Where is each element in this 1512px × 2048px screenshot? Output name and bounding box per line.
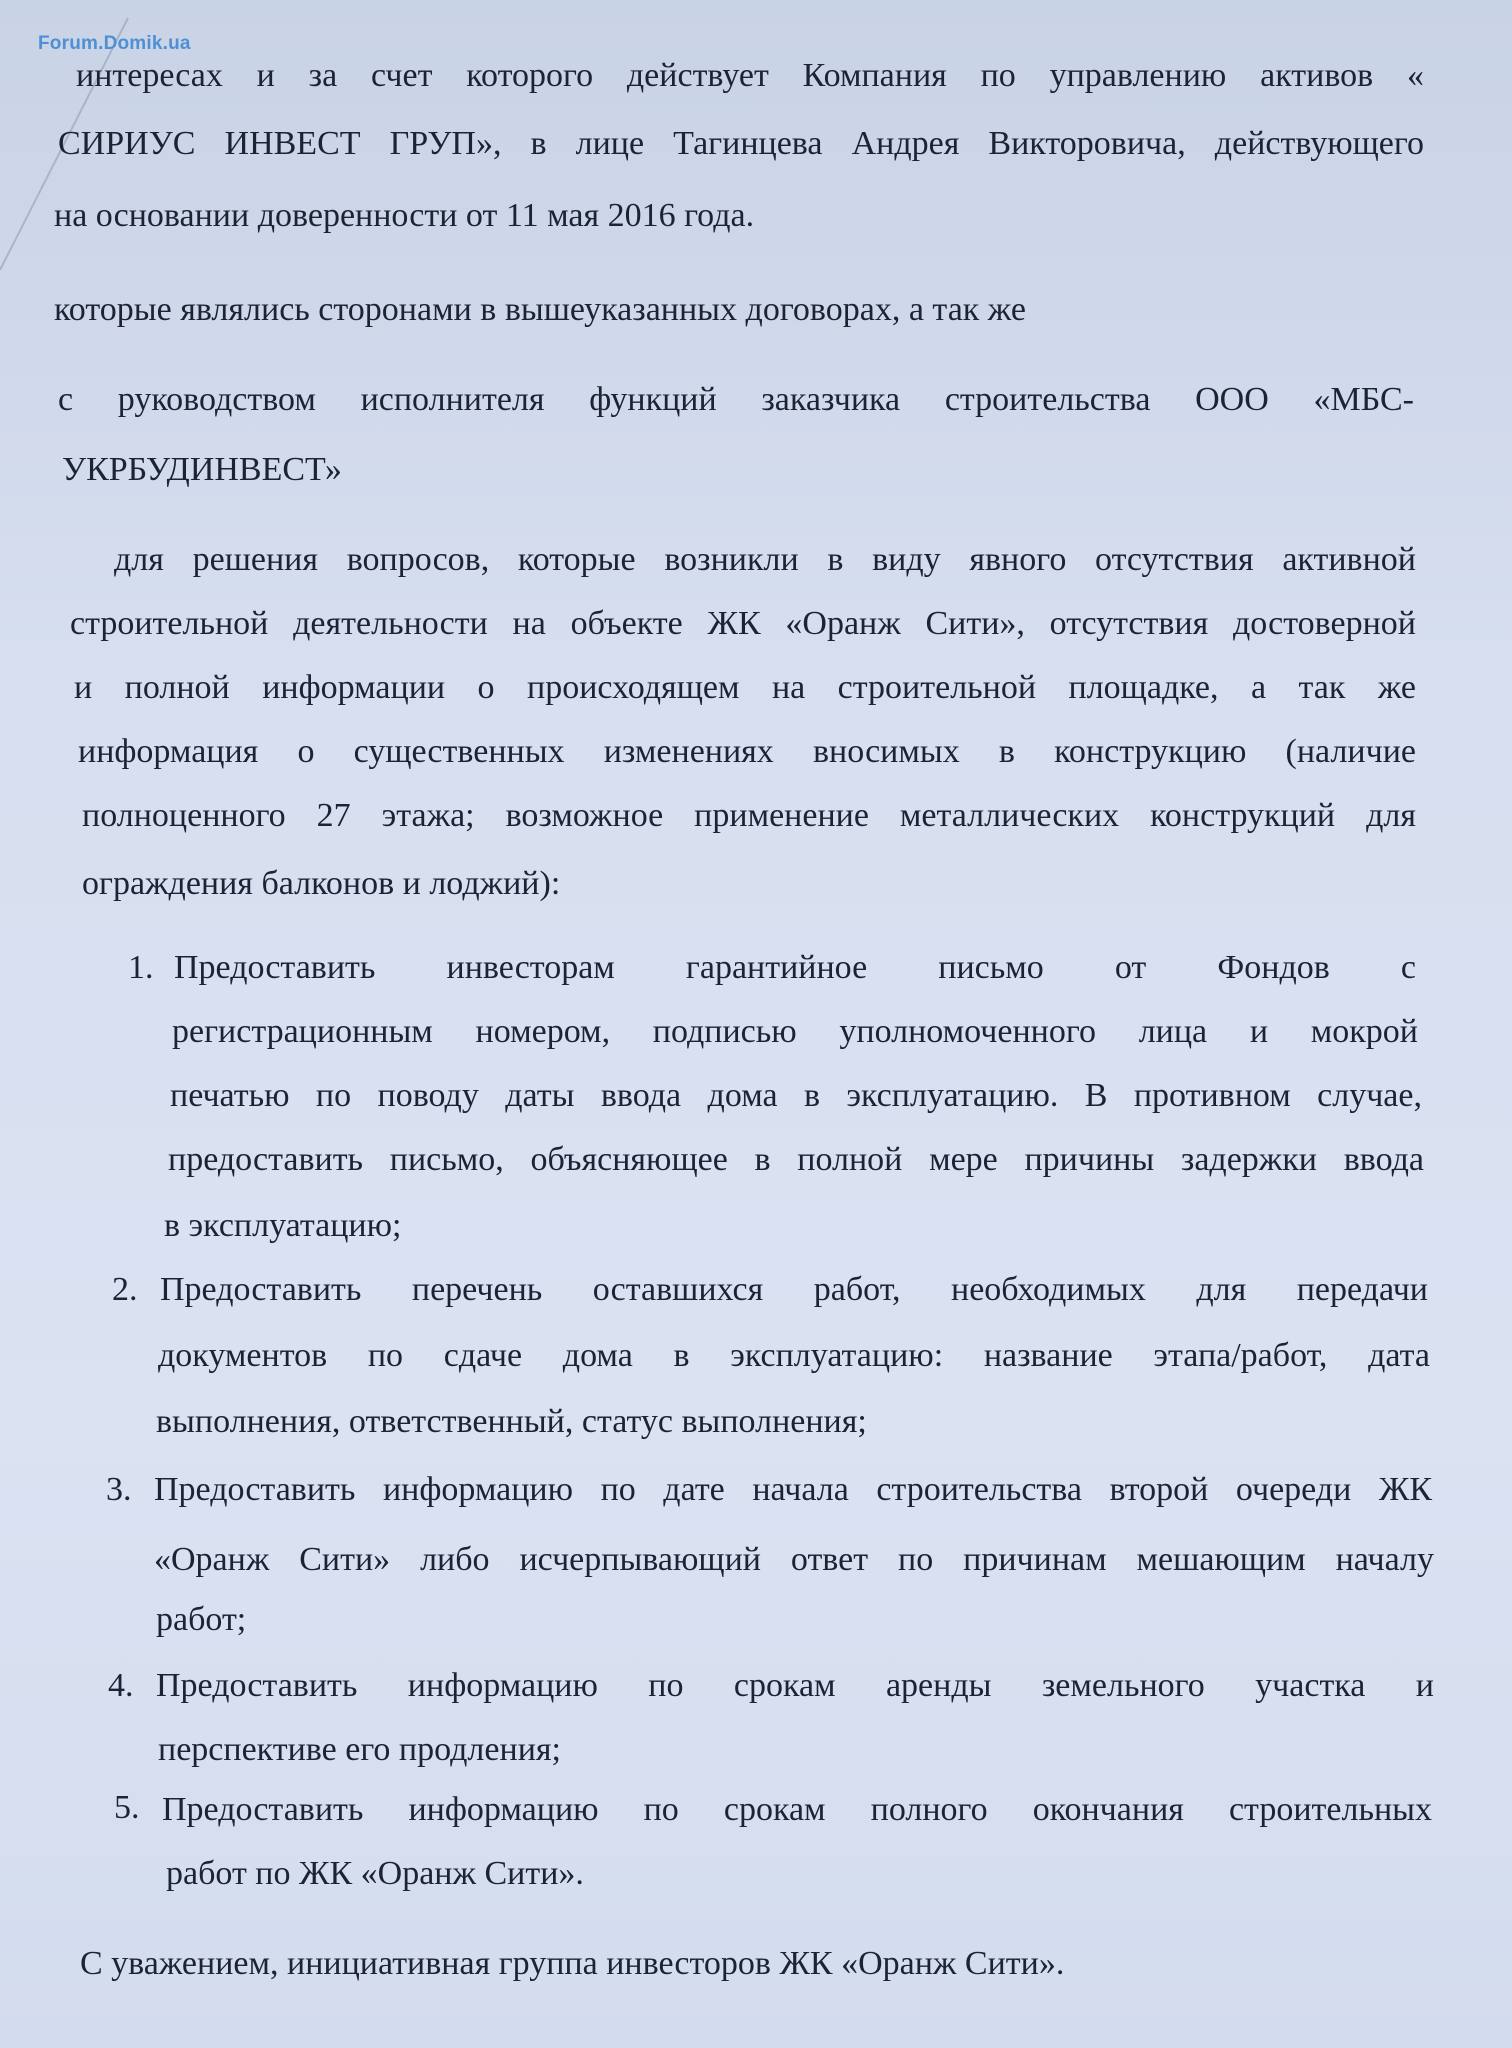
purpose-line-3: и полной информации о происходящем на строительной площадке, а так же [74, 669, 1416, 706]
purpose-line-1: для решения вопросов, которые возникли в виду явного отсутствия активной [114, 541, 1416, 578]
list-item-3-line-3: работ; [156, 1601, 247, 1638]
list-item-1-line-4: предоставить письмо, объясняющее в полной мере причины задержки ввода [168, 1141, 1424, 1178]
list-item-2-line-2: документов по сдаче дома в эксплуатацию: название этапа/работ, дата [158, 1337, 1430, 1374]
parties-line-3: УКРБУДИНВЕСТ» [62, 451, 342, 488]
list-item-5-line-1: Предоставить информацию по срокам полного окончания строительных [162, 1791, 1432, 1828]
list-item-2-line-3: выполнения, ответственный, статус выполнения; [156, 1403, 867, 1440]
parties-line-1: которые являлись сторонами в вышеуказанных договорах, а так же [54, 291, 1026, 328]
watermark-text: Forum.Domik.ua [38, 33, 191, 54]
intro-line-3: на основании доверенности от 11 мая 2016 года. [54, 197, 755, 234]
parties-line-2: с руководством исполнителя функций заказчика строительства ООО «МБС- [58, 381, 1414, 418]
list-item-number-5: 5. [114, 1789, 140, 1826]
list-item-4-line-2: перспективе его продления; [158, 1731, 561, 1768]
intro-line-1: интересах и за счет которого действует Компания по управлению активов « [76, 57, 1424, 94]
list-item-1-line-2: регистрационным номером, подписью уполномоченного лица и мокрой [172, 1013, 1418, 1050]
list-item-4-line-1: Предоставить информацию по срокам аренды земельного участка и [156, 1667, 1434, 1704]
purpose-line-2: строительной деятельности на объекте ЖК «Оранж Сити», отсутствия достоверной [70, 605, 1416, 642]
list-item-1-line-1: Предоставить инвесторам гарантийное письмо от Фондов с [174, 949, 1416, 986]
list-item-number-2: 2. [112, 1271, 138, 1308]
purpose-line-5: полноценного 27 этажа; возможное применение металлических конструкций для [82, 797, 1416, 834]
list-item-5-line-2: работ по ЖК «Оранж Сити». [166, 1855, 584, 1892]
intro-line-2: СИРИУС ИНВЕСТ ГРУП», в лице Тагинцева Андрея Викторовича, действующего [58, 125, 1424, 162]
list-item-1-line-5: в эксплуатацию; [164, 1207, 402, 1244]
list-item-3-line-2: «Оранж Сити» либо исчерпывающий ответ по причинам мешающим началу [154, 1541, 1434, 1578]
list-item-1-line-3: печатью по поводу даты ввода дома в эксплуатацию. В противном случае, [170, 1077, 1422, 1114]
purpose-line-4: информация о существенных изменениях вносимых в конструкцию (наличие [78, 733, 1416, 770]
list-item-2-line-1: Предоставить перечень оставшихся работ, необходимых для передачи [160, 1271, 1428, 1308]
list-item-number-4: 4. [108, 1667, 134, 1704]
purpose-line-6: ограждения балконов и лоджий): [82, 865, 561, 902]
list-item-number-1: 1. [128, 949, 154, 986]
list-item-number-3: 3. [106, 1471, 132, 1508]
closing-signature: С уважением, инициативная группа инвесторов ЖК «Оранж Сити». [80, 1945, 1065, 1982]
list-item-3-line-1: Предоставить информацию по дате начала строительства второй очереди ЖК [154, 1471, 1432, 1508]
